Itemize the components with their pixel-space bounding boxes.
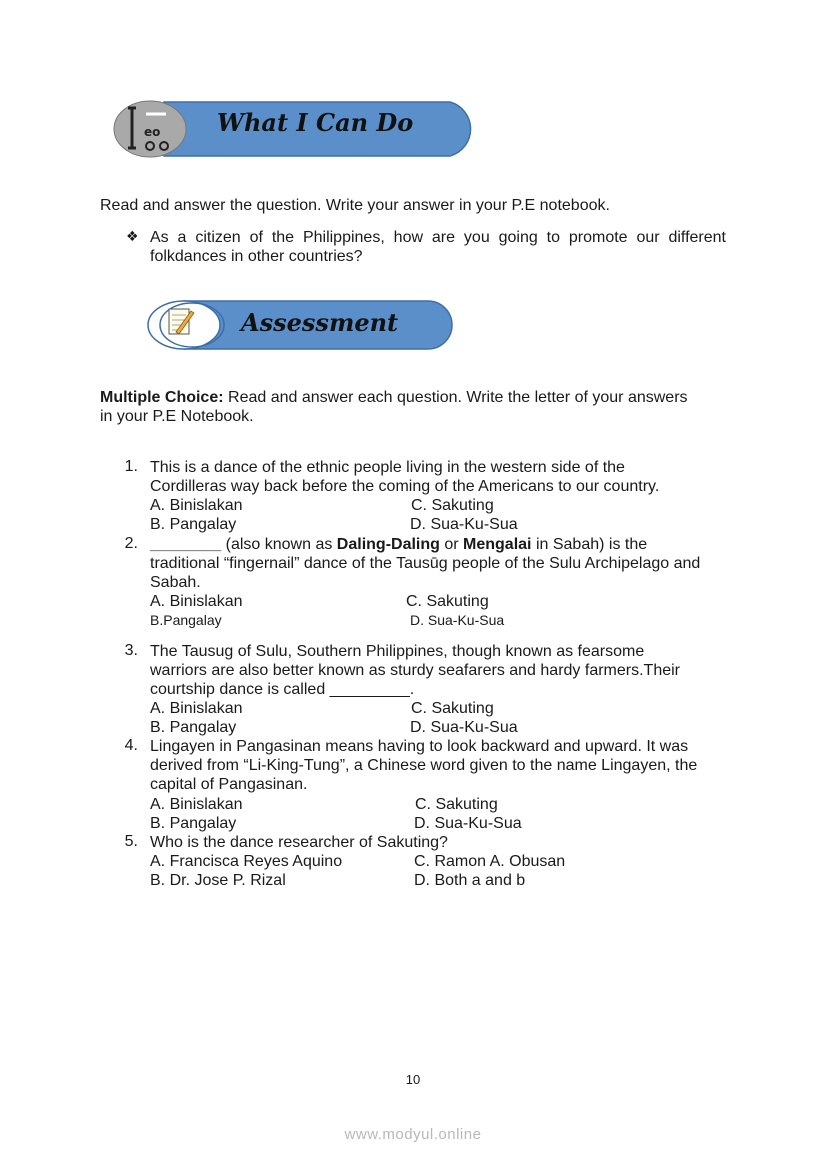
choice-b: B.Pangalay — [150, 612, 222, 628]
choice-d: D. Sua-Ku-Sua — [414, 815, 522, 832]
question-line: The Tausug of Sulu, Southern Philippines, though known as fearsome — [150, 643, 645, 660]
question-line — [150, 535, 647, 555]
svg-text:eo: eo — [144, 125, 161, 139]
choice-d: D. Both a and b — [414, 872, 526, 889]
choice-a: A. Binislakan — [150, 593, 243, 610]
choice-a: A. Binislakan — [150, 700, 243, 717]
question-text: or — [439, 536, 464, 553]
choice-d: D. Sua-Ku-Sua — [410, 612, 505, 628]
assessment-instruction-line1 — [100, 388, 688, 408]
tools-icon — [120, 104, 180, 156]
choice-c: C. Ramon A. Obusan — [414, 853, 566, 870]
diamond-bullet-icon: ❖ — [126, 228, 139, 244]
question-number: 2. — [124, 535, 138, 552]
question-number: 4. — [124, 737, 138, 754]
question-text: (also known as — [221, 536, 337, 553]
question-line: courtship dance is called _________. — [150, 681, 415, 698]
choice-a: A. Binislakan — [150, 497, 243, 514]
choice-b: B. Pangalay — [150, 815, 237, 832]
choice-c: C. Sakuting — [415, 796, 498, 813]
question-line: Cordilleras way back before the coming of the Americans to our country. — [150, 478, 660, 495]
question-number: 1. — [124, 458, 138, 475]
question-number: 5. — [124, 833, 138, 850]
question-line: Lingayen in Pangasinan means having to look backward and upward. It was — [150, 738, 689, 755]
bold-term: Daling-Daling — [336, 536, 440, 553]
choice-c: C. Sakuting — [411, 497, 494, 514]
assessment-instruction-text: Read and answer each question. Write the letter of your answers — [223, 389, 688, 406]
watermark: www.modyul.online — [344, 1126, 482, 1143]
choice-b: B. Pangalay — [150, 719, 237, 736]
question-line: warriors are also better known as sturdy seafarers and hardy farmers.Their — [150, 662, 680, 679]
choice-d: D. Sua-Ku-Sua — [410, 516, 518, 533]
bold-term: Mengalai — [463, 536, 532, 553]
assessment-instruction-label: Multiple Choice: — [100, 389, 224, 406]
choice-b: B. Pangalay — [150, 516, 237, 533]
question-line: derived from “Li-King-Tung”, a Chinese word given to the name Lingayen, the — [150, 757, 698, 774]
question-line: This is a dance of the ethnic people living in the western side of the — [150, 459, 625, 476]
choice-c: C. Sakuting — [406, 593, 489, 610]
question-number: 3. — [124, 642, 138, 659]
answer-blank: ________ — [150, 536, 222, 553]
question-line: capital of Pangasinan. — [150, 776, 308, 793]
choice-c: C. Sakuting — [411, 700, 494, 717]
question-line: Who is the dance researcher of Sakuting? — [150, 834, 448, 851]
what-i-can-do-instruction: Read and answer the question. Write your answer in your P.E notebook. — [100, 197, 610, 214]
choice-a: A. Binislakan — [150, 796, 243, 813]
notepad-pencil-icon — [166, 306, 196, 338]
choice-d: D. Sua-Ku-Sua — [410, 719, 518, 736]
question-text: in Sabah) is the — [531, 536, 648, 553]
choice-a: A. Francisca Reyes Aquino — [150, 853, 343, 870]
question-line: traditional “fingernail” dance of the Tausūg people of the Sulu Archipelago and — [150, 555, 701, 572]
question-line: Sabah. — [150, 574, 201, 591]
assessment-title: Assessment — [241, 308, 399, 337]
page-number: 10 — [405, 1072, 421, 1087]
choice-b: B. Dr. Jose P. Rizal — [150, 872, 286, 889]
question-text-line2: folkdances in other countries? — [150, 248, 363, 265]
assessment-instruction-line2: in your P.E Notebook. — [100, 408, 254, 425]
question-text-line1: As a citizen of the Philippines, how are you going to promote our different — [150, 229, 726, 246]
what-i-can-do-title: What I Can Do — [217, 108, 414, 137]
